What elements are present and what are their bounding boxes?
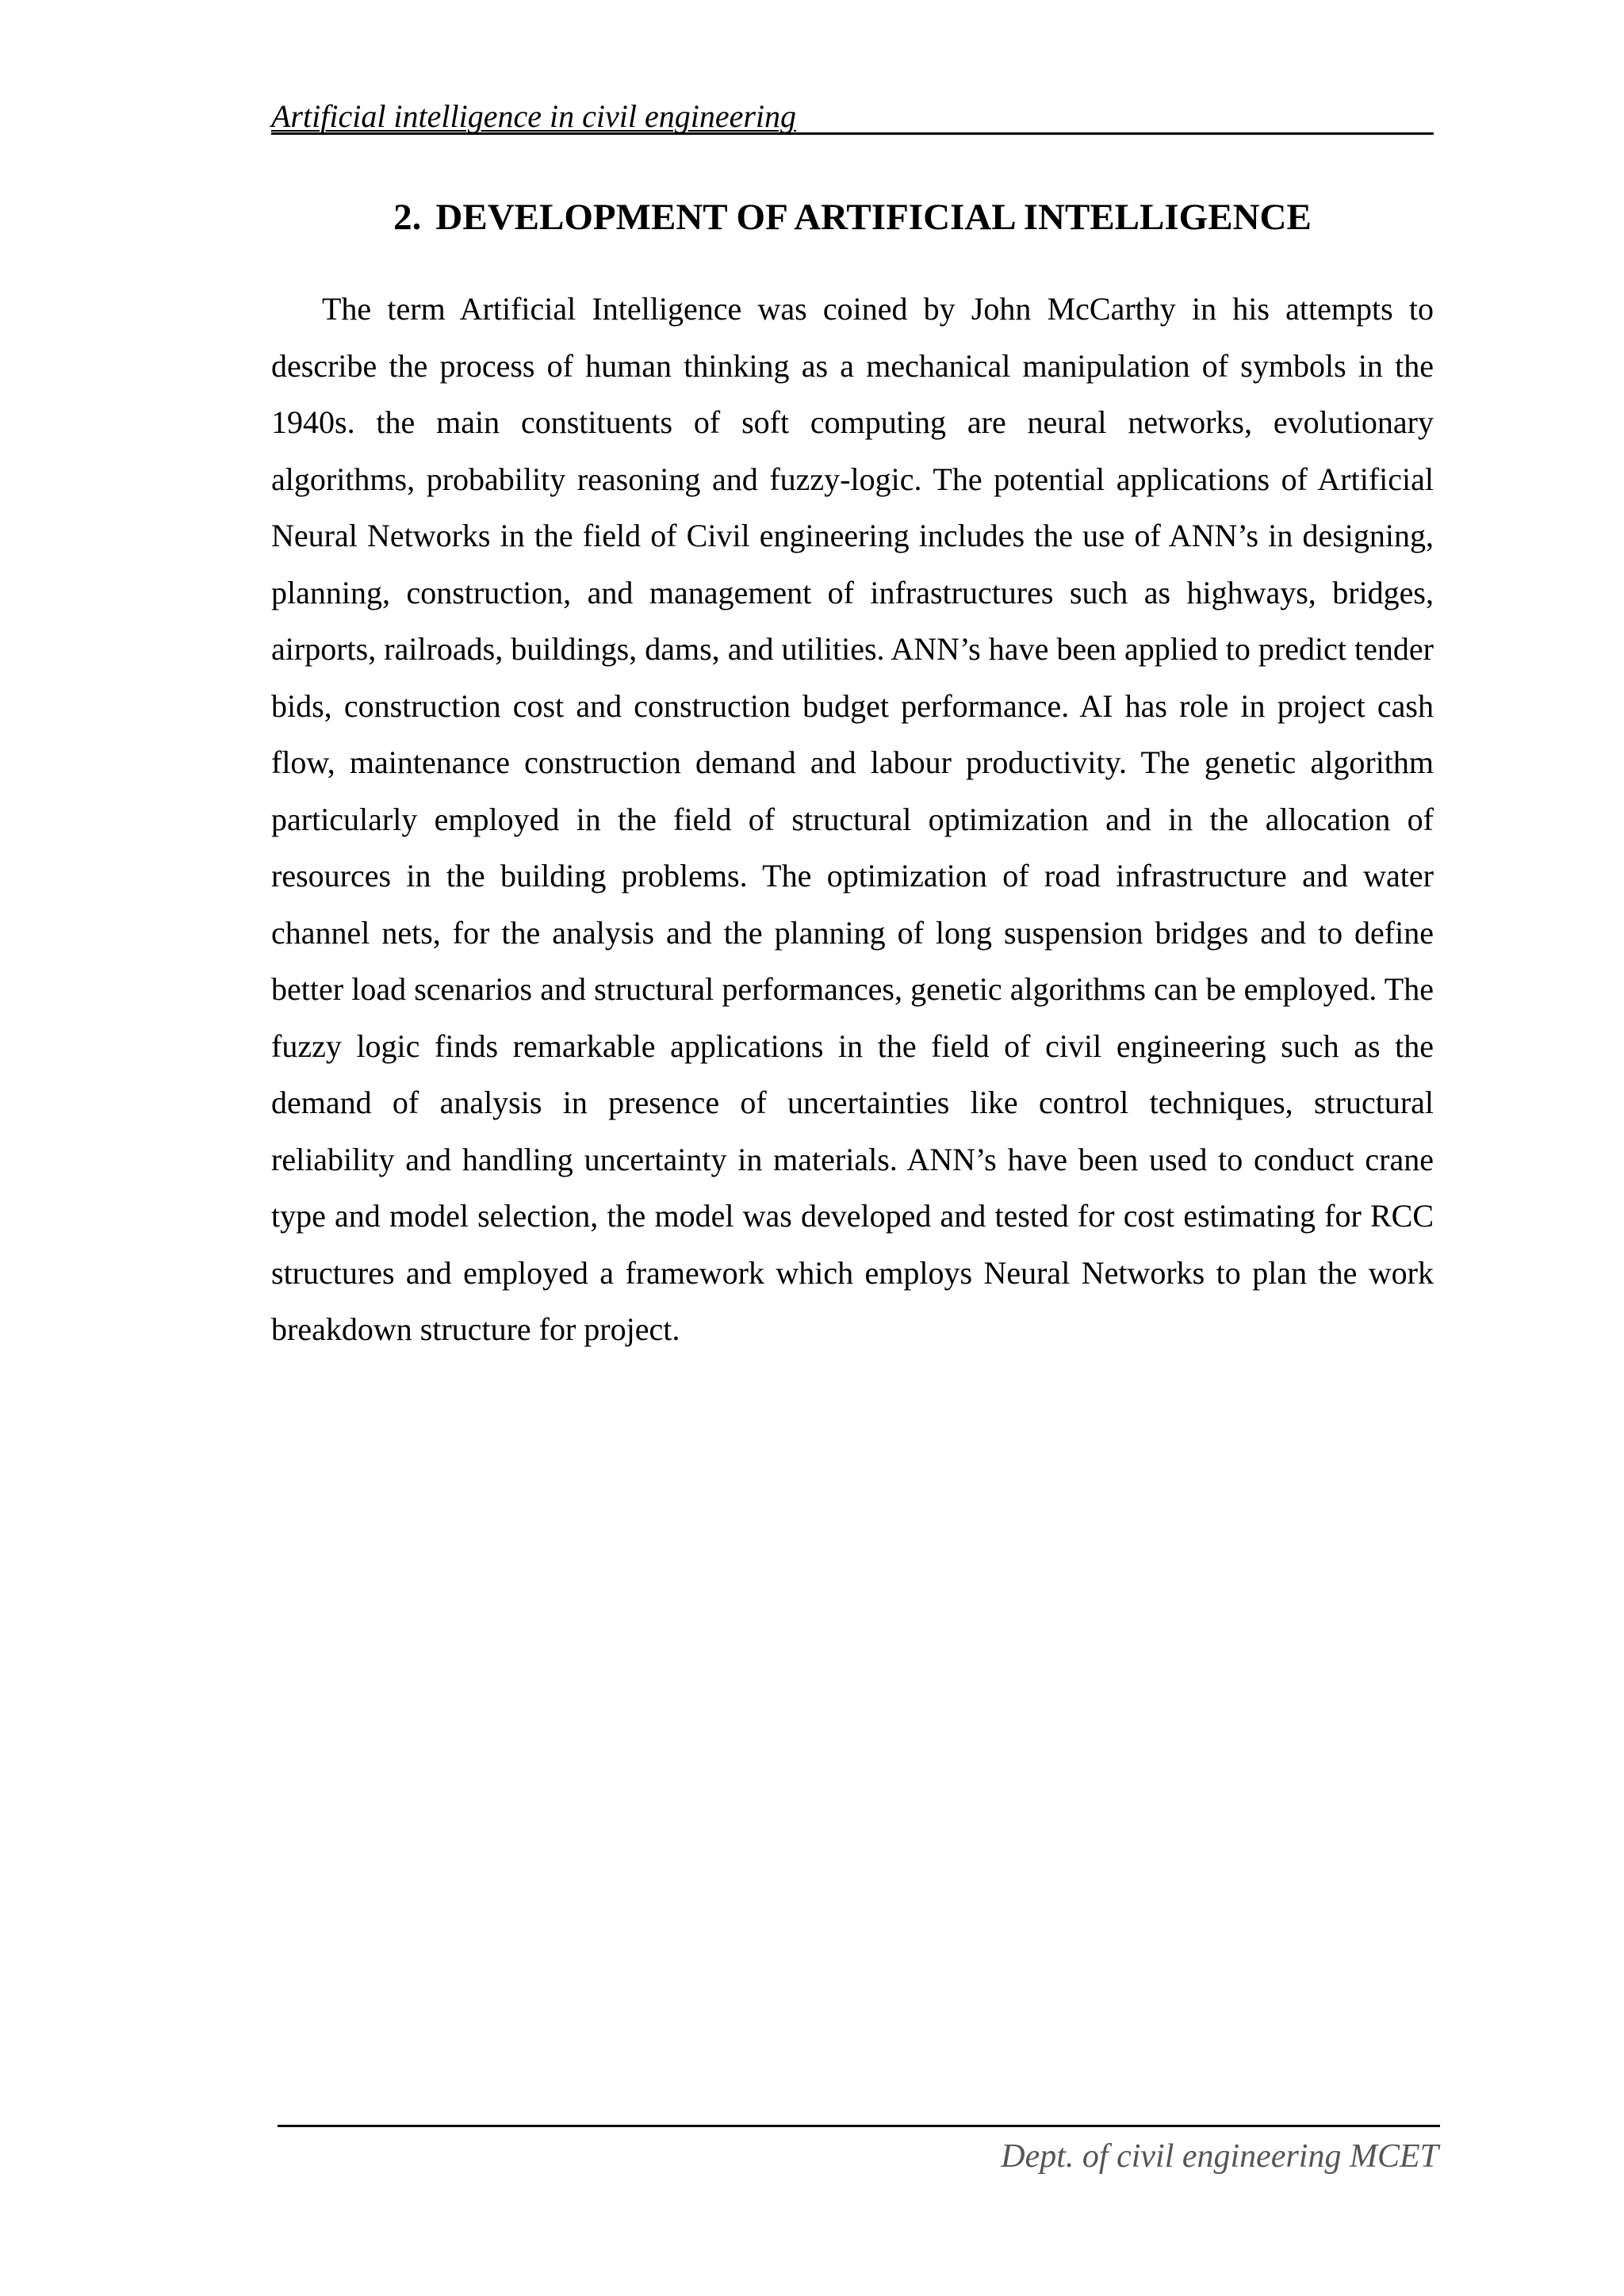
- section-title: DEVELOPMENT OF ARTIFICIAL INTELLIGENCE: [435, 197, 1312, 238]
- footer-rule: [278, 2125, 1440, 2127]
- section-number: 2.: [393, 197, 422, 238]
- body-paragraph: The term Artificial Intelligence was coined by John McCarthy in his attempts to describe the process of human thinking as a mechanical manipulation of symbols in the 1940s. the main constituents of soft computing are neural networks, evolutionary algorithms, probability reasoning and fuzzy-logic. The potential applications of Artificial Neural Networks in the field of Civil engineering includes the use of ANN’s in designing, planning, construction, and management of infrastructures such as highways, bridges, airports, railroads, buildings, dams, and utilities. ANN’s have been applied to predict tender bids, construction cost and construction budget performance. AI has role in project cash flow, maintenance construction demand and labour productivity. The genetic algorithm particularly employed in the field of structural optimization and in the allocation of resources in the building problems. The optimization of road infrastructure and water channel nets, for the analysis and the planning of long suspension bridges and to define better load scenarios and structural performances, genetic algorithms can be employed. The fuzzy logic finds remarkable applications in the field of civil engineering such as the demand of analysis in presence of uncertainties like control techniques, structural reliability and handling uncertainty in materials. ANN’s have been used to conduct crane type and model selection, the model was developed and tested for cost estimating for RCC structures and employed a framework which employs Neural Networks to plan the work breakdown structure for project.: [271, 291, 1434, 1347]
- running-header-title: Artificial intelligence in civil engineering: [271, 98, 797, 134]
- section-heading: [271, 193, 1434, 241]
- footer-department: Dept. of civil engineering MCET: [1001, 2138, 1438, 2175]
- running-header: [271, 97, 1434, 135]
